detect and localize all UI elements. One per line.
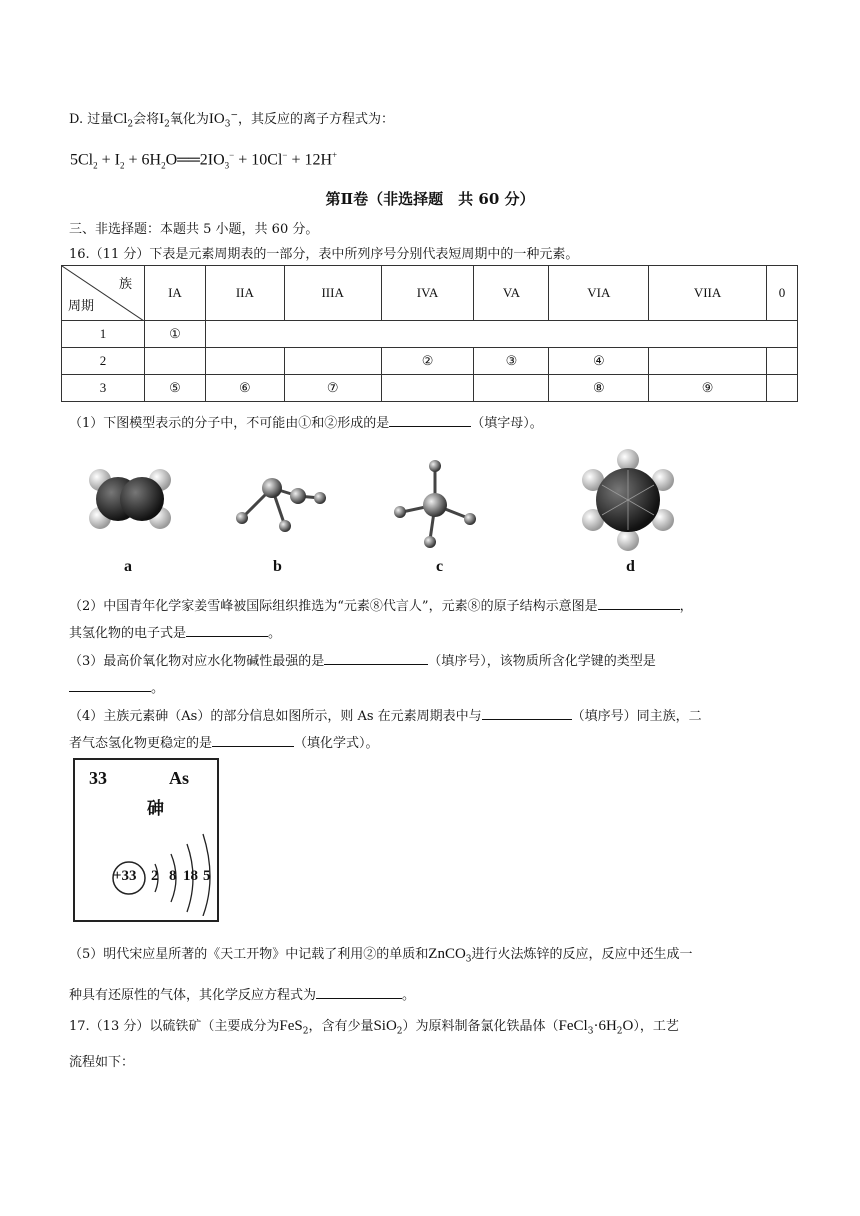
header-cell: VIIA (649, 266, 767, 321)
period-cell: 3 (62, 375, 145, 402)
option-d-line: D. 过量$Cl_2$会将$I_2$氧化为$IO_3^-$，其反应的离子方程式为： (69, 110, 395, 130)
element-cell: ④ (549, 348, 649, 375)
q16-part3-line2: 。 (69, 677, 164, 696)
corner-group-label: 族 (118, 277, 132, 292)
arsenic-info-box (73, 758, 219, 922)
answer-blank (316, 987, 402, 999)
corner-period-label: 周期 (68, 299, 95, 314)
answer-blank (482, 708, 572, 720)
periodic-table (61, 265, 798, 402)
q16-part5-line2: 种具有还原性的气体，其化学反应方程式为 。 (69, 988, 416, 1003)
header-cell: VIA (549, 266, 649, 321)
q16-intro: 16.（11 分）下表是元素周期表的一部分，表中所列序号分别代表短周期中的一种元素。 (69, 247, 579, 262)
element-cell (145, 348, 206, 375)
q16-part5-line1: （5）明代宋应星所著的《天工开物》中记载了利用②的单质和ZnCO$_3$进行火法炼锌的反应，反应中还生成一 (69, 946, 693, 965)
nucleus-charge: +33 (113, 868, 137, 884)
shell-1: 2 (151, 868, 159, 884)
element-cell (284, 348, 381, 375)
answer-blank (69, 680, 151, 692)
molecule-label-d: d (626, 558, 635, 575)
q16-part4-line2: 者气态氢化物更稳定的是 （填化学式）。 (69, 736, 379, 751)
molecule-label-a: a (124, 558, 132, 575)
atomic-number: 33 (89, 768, 107, 788)
molecule-b-icon (236, 478, 326, 532)
section-intro: 三、非选择题：本题共 5 小题，共 60 分。 (69, 222, 319, 237)
q16-part1: （1）下图模型表示的分子中，不可能由①和②形成的是 （填字母）。 (69, 416, 543, 431)
header-cell: IIA (205, 266, 284, 321)
element-cell: ② (381, 348, 474, 375)
molecule-d-icon (582, 449, 674, 551)
element-cell: ⑤ (145, 375, 206, 402)
molecule-models (80, 440, 680, 560)
element-symbol: As (169, 768, 190, 788)
period-cell: 1 (62, 321, 145, 348)
q16-part2-line1: （2）中国青年化学家姜雪峰被国际组织推选为“元素⑧代言人”，元素⑧的原子结构示意图是 ， (69, 599, 693, 614)
element-cell (205, 348, 284, 375)
answer-blank (186, 625, 268, 637)
element-cell: ⑦ (284, 375, 381, 402)
shell-3: 18 (183, 868, 198, 884)
element-cell: ⑧ (549, 375, 649, 402)
element-cell: ③ (474, 348, 549, 375)
q16-part4-line1: （4）主族元素砷（As）的部分信息如图所示，则 As 在元素周期表中与 （填序号）同主族，二 (69, 709, 702, 724)
element-name: 砷 (147, 799, 164, 819)
molecule-c-icon (394, 460, 476, 548)
q17-line1: 17.（13 分）以硫铁矿（主要成分为FeS$_2$，含有少量SiO$_2$）为原料制备氯化铁晶体$(FeCl_3\cdot 6H_2O)$，工艺 (69, 1018, 679, 1037)
element-cell (649, 348, 767, 375)
period-cell: 2 (62, 348, 145, 375)
header-cell: IVA (381, 266, 474, 321)
ionic-equation: $5Cl_2 + I_2$ + $6H_2O══2IO_3^- + 10Cl^- + 12H^+$ (70, 150, 338, 171)
header-cell: 0 (766, 266, 797, 321)
molecule-a-icon (89, 469, 171, 529)
q16-part3-line1: （3）最高价氧化物对应水化物碱性最强的是 （填序号），该物质所含化学键的类型是 (69, 654, 656, 669)
molecule-label-b: b (273, 558, 282, 575)
shell-4: 5 (203, 868, 211, 884)
element-cell: ⑥ (205, 375, 284, 402)
empty-span-cell (205, 321, 797, 348)
q17-line2: 流程如下： (69, 1055, 135, 1070)
header-cell: IA (145, 266, 206, 321)
element-cell (474, 375, 549, 402)
answer-blank (212, 735, 294, 747)
header-cell: VA (474, 266, 549, 321)
element-cell: ① (145, 321, 206, 348)
element-cell: ⑨ (649, 375, 767, 402)
shell-2: 8 (169, 868, 177, 884)
element-cell (766, 375, 797, 402)
answer-blank (389, 415, 471, 427)
q16-part2-line2: 其氢化物的电子式是 。 (69, 626, 282, 641)
header-cell: IIIA (284, 266, 381, 321)
element-cell (766, 348, 797, 375)
answer-blank (598, 598, 680, 610)
molecule-label-c: c (436, 558, 444, 575)
table-corner-cell (62, 266, 145, 321)
section-title: 第Ⅱ卷（非选择题 共 60 分） (325, 190, 535, 208)
element-cell (381, 375, 474, 402)
answer-blank (324, 653, 428, 665)
